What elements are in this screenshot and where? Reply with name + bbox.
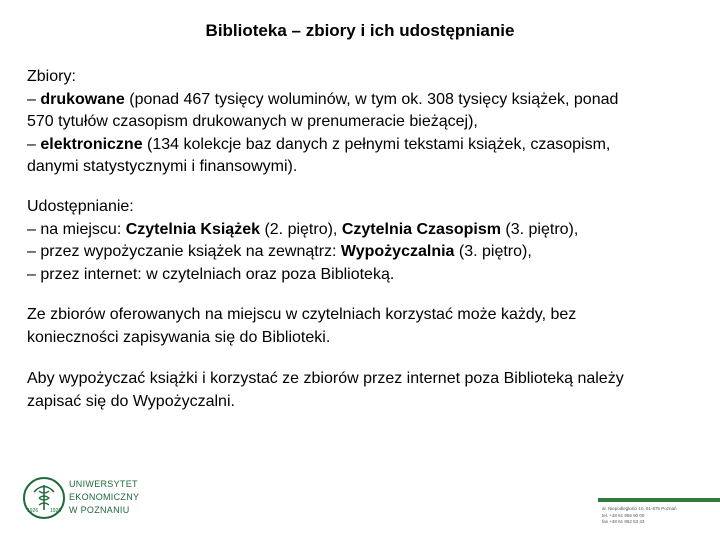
books-reading-room: Czytelnia Książek bbox=[125, 220, 260, 238]
zbiory-line-1 bbox=[27, 89, 707, 112]
paragraph-line: Ze zbiorów oferowanych na miejscu w czytelniach korzystać może każdy, bez bbox=[27, 306, 577, 323]
udostepnianie-text: (2. piętro), bbox=[260, 220, 342, 238]
dash: – bbox=[27, 90, 41, 108]
zbiory-section bbox=[27, 66, 707, 179]
university-logo bbox=[22, 474, 182, 524]
paragraph-line: konieczności zapisywania się do Biblioteki. bbox=[27, 328, 331, 346]
logo-wordmark bbox=[69, 478, 139, 517]
udostepnianie-line-2 bbox=[27, 241, 707, 264]
udostepnianie-text: – na miejscu: bbox=[27, 220, 126, 238]
zbiory-line-2: 570 tytułów czasopism drukowanych w prenumeracie bieżącej), bbox=[27, 113, 478, 130]
paragraph-line: zapisać się do Wypożyczalni. bbox=[27, 392, 235, 410]
zbiory-line-3-rest: (134 kolekcje baz danych z pełnymi tekstami książek, czasopism, bbox=[142, 135, 611, 153]
paragraph-line: Aby wypożyczać książki i korzystać ze zbiorów przez internet poza Biblioteką należy bbox=[27, 370, 624, 387]
zbiory-line-4: danymi statystycznymi i finansowymi). bbox=[27, 158, 298, 175]
zbiory-line-1-rest: (ponad 467 tysięcy woluminów, w tym ok. 308 tysięcy książek, ponad bbox=[124, 90, 619, 108]
dash: – bbox=[27, 135, 41, 153]
footer-address bbox=[602, 506, 677, 526]
paragraph-open-access bbox=[27, 304, 707, 349]
udostepnianie-heading: Udostępnianie: bbox=[27, 198, 134, 215]
udostepnianie-text: – przez wypożyczanie książek na zewnątrz: bbox=[27, 243, 341, 260]
footer-line: al. Niepodległości 10, 61-875 Poznań bbox=[602, 506, 677, 511]
page-title: Biblioteka – zbiory i ich udostępnianie bbox=[205, 21, 515, 40]
paragraph-registration bbox=[27, 368, 707, 413]
printed-label: drukowane bbox=[40, 90, 125, 108]
periodicals-reading-room: Czytelnia Czasopism bbox=[341, 220, 501, 238]
udostepnianie-section bbox=[27, 196, 707, 286]
logo-line: W POZNANIU bbox=[69, 505, 130, 515]
logo-line: UNIWERSYTET bbox=[69, 479, 138, 489]
electronic-label: elektroniczne bbox=[40, 135, 143, 153]
zbiory-heading: Zbiory: bbox=[27, 68, 76, 85]
zbiory-line-3 bbox=[27, 134, 707, 157]
seal-year-left: 1926 bbox=[27, 508, 39, 514]
udostepnianie-text: (3. piętro), bbox=[500, 220, 579, 238]
udostepnianie-line-1 bbox=[27, 219, 707, 242]
logo-line: EKONOMICZNY bbox=[69, 492, 140, 502]
udostepnianie-text: (3. piętro), bbox=[454, 243, 532, 260]
university-seal-icon bbox=[22, 476, 66, 520]
lending-desk: Wypożyczalnia bbox=[340, 243, 455, 260]
footer-line: tel. +48 61 856 90 00 bbox=[602, 512, 645, 518]
udostepnianie-line-3: – przez internet: w czytelniach oraz poza Biblioteką. bbox=[27, 265, 395, 283]
seal-year-right: 1926 bbox=[50, 508, 62, 514]
footer-line: fax +48 61 852 53 43 bbox=[602, 519, 645, 524]
footer-divider bbox=[598, 498, 720, 502]
